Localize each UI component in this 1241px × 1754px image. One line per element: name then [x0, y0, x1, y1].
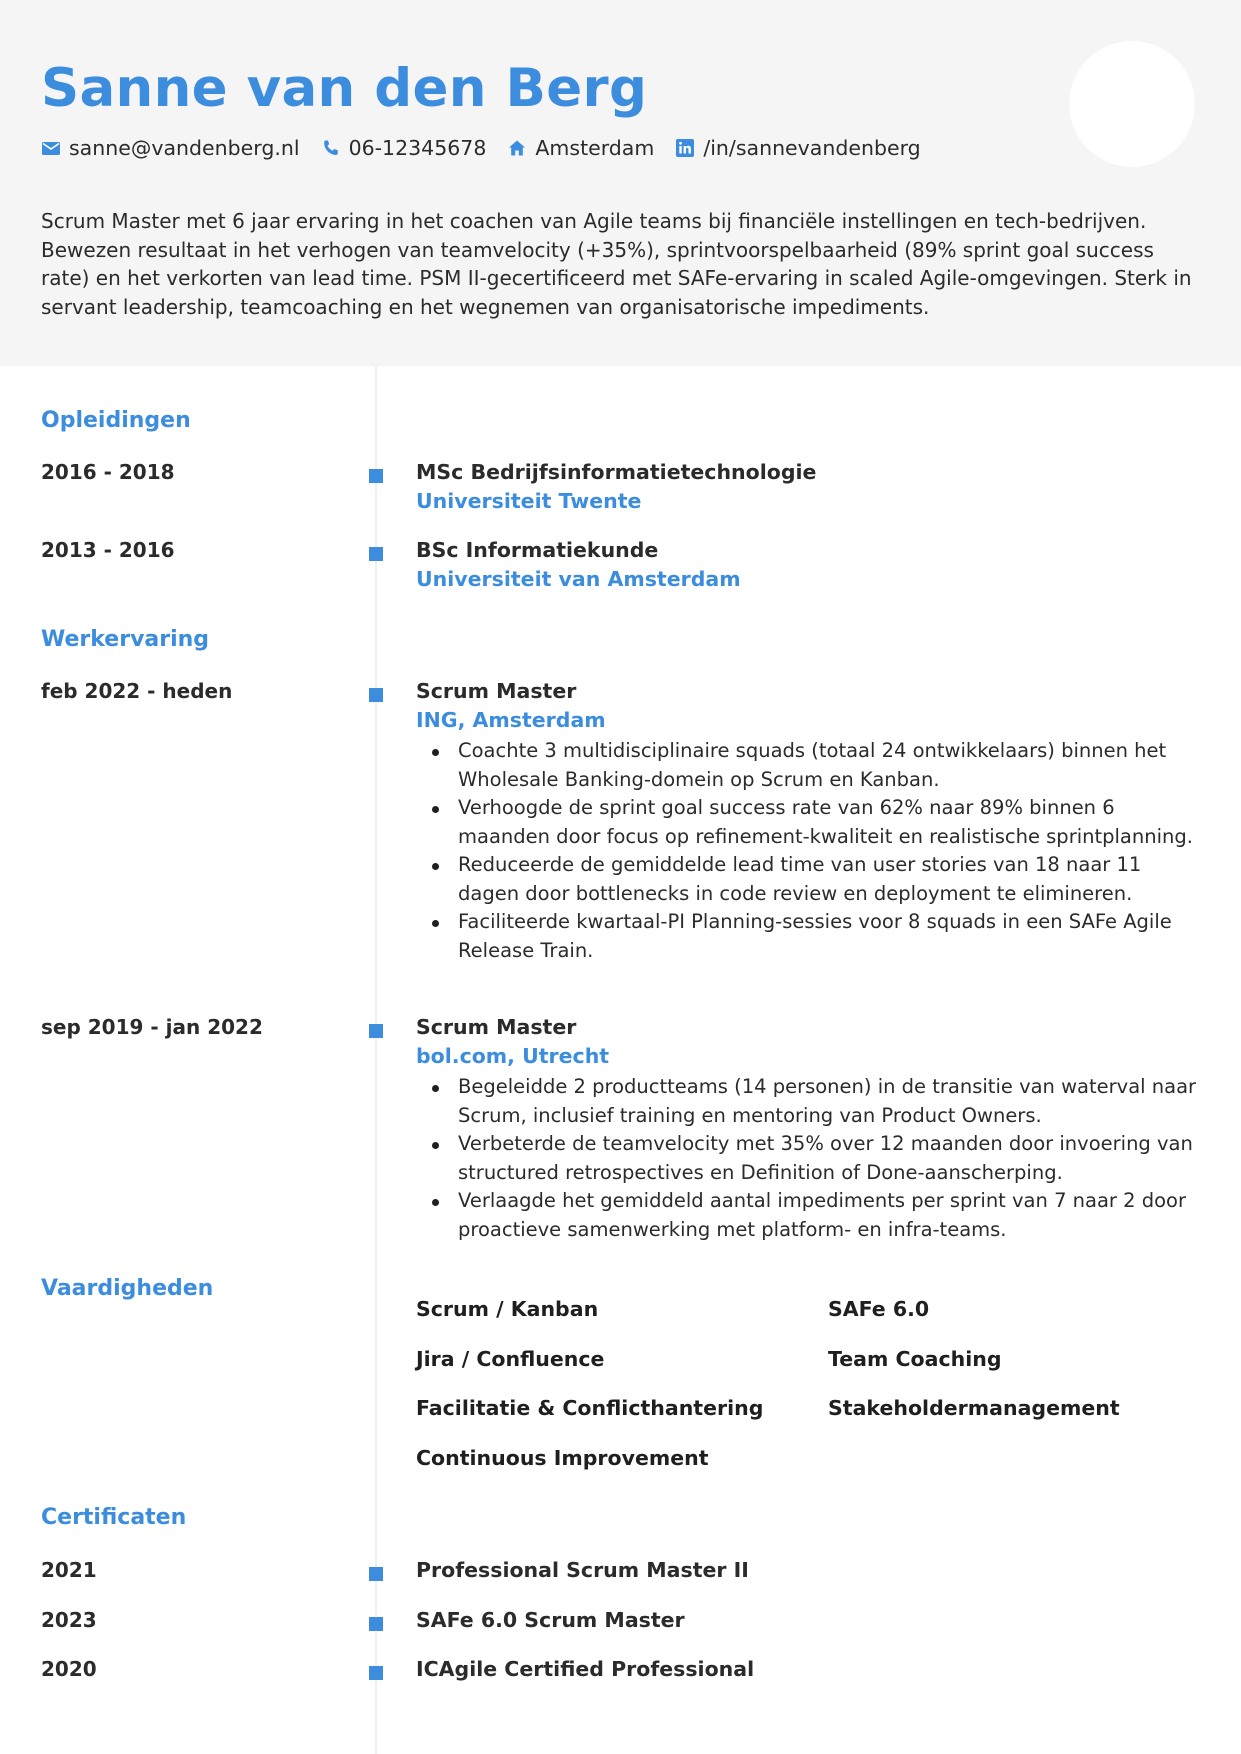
experience-bullet: Faciliteerde kwartaal-PI Planning-sessies voor 8 squads in een SAFe Agile Release Train. — [416, 908, 1206, 965]
education-degree: MSc Bedrijfsinformatietechnologie — [416, 460, 817, 484]
certificate-year: 2021 — [41, 1558, 97, 1582]
experience-bullet-list — [416, 737, 1206, 965]
skill-item: Team Coaching — [828, 1347, 1002, 1371]
experience-date: sep 2019 - jan 2022 — [41, 1015, 263, 1039]
contact-email[interactable] — [41, 136, 300, 160]
education-school: Universiteit Twente — [416, 489, 642, 513]
timeline-marker — [369, 1666, 383, 1680]
experience-date: feb 2022 - heden — [41, 679, 233, 703]
experience-bullet-list — [416, 1073, 1206, 1244]
contact-phone[interactable] — [321, 136, 487, 160]
section-title-experience: Werkervaring — [41, 627, 210, 652]
phone-text: 06-12345678 — [348, 136, 487, 160]
skill-item: Continuous Improvement — [416, 1446, 709, 1470]
candidate-name: Sanne van den Berg — [41, 58, 648, 119]
profile-photo-placeholder — [1069, 41, 1195, 167]
timeline-marker — [369, 547, 383, 561]
experience-bullet: Verlaagde het gemiddeld aantal impediments per sprint van 7 naar 2 door proactieve samenwerking met platform- en infra-teams. — [416, 1187, 1206, 1244]
header-band — [0, 0, 1241, 366]
education-date: 2016 - 2018 — [41, 460, 175, 484]
timeline-marker — [369, 1024, 383, 1038]
certificate-name: SAFe 6.0 Scrum Master — [416, 1608, 685, 1632]
linkedin-icon — [675, 138, 695, 158]
section-title-certificates: Certificaten — [41, 1505, 187, 1530]
location-text: Amsterdam — [535, 136, 655, 160]
certificate-year: 2020 — [41, 1657, 97, 1681]
contact-location — [507, 136, 654, 160]
skill-item: SAFe 6.0 — [828, 1297, 930, 1321]
experience-role: Scrum Master — [416, 1015, 577, 1039]
email-text: sanne@vandenberg.nl — [69, 136, 300, 160]
skill-item: Scrum / Kanban — [416, 1297, 599, 1321]
experience-company: bol.com, Utrecht — [416, 1044, 610, 1068]
experience-bullet: Coachte 3 multidisciplinaire squads (totaal 24 ontwikkelaars) binnen het Wholesale Banking-domein op Scrum en Kanban. — [416, 737, 1206, 794]
experience-company: ING, Amsterdam — [416, 708, 606, 732]
profile-summary: Scrum Master met 6 jaar ervaring in het coachen van Agile teams bij financiële instellingen en tech-bedrijven. Bewezen resultaat in het verhogen van teamvelocity (+35%), sprintvoorspelbaarheid (89% sprint goal success rate) en het verkorten van lead time. PSM II-gecertificeerd met SAFe-ervaring in scaled Agile-omgevingen. Sterk in servant leadership, teamcoaching en het wegnemen van organisatorische impediments. — [41, 209, 1192, 319]
timeline-divider — [375, 366, 377, 1754]
section-title-skills: Vaardigheden — [41, 1276, 214, 1301]
education-school: Universiteit van Amsterdam — [416, 567, 741, 591]
contact-bar — [41, 133, 942, 163]
certificate-name: Professional Scrum Master II — [416, 1558, 749, 1582]
timeline-marker — [369, 1617, 383, 1631]
timeline-marker — [369, 469, 383, 483]
timeline-marker — [369, 688, 383, 702]
timeline-marker — [369, 1567, 383, 1581]
section-title-education: Opleidingen — [41, 408, 191, 433]
contact-linkedin[interactable] — [675, 136, 920, 160]
skill-item: Facilitatie & Conflicthantering — [416, 1396, 764, 1420]
skill-item: Jira / Confluence — [416, 1347, 605, 1371]
home-icon — [507, 138, 527, 158]
experience-role: Scrum Master — [416, 679, 577, 703]
experience-bullet: Reduceerde de gemiddelde lead time van user stories van 18 naar 11 dagen door bottlenecks in code review en deployment te elimineren. — [416, 851, 1206, 908]
envelope-icon — [41, 138, 61, 158]
education-date: 2013 - 2016 — [41, 538, 175, 562]
skill-item: Stakeholdermanagement — [828, 1396, 1120, 1420]
experience-bullet: Verhoogde de sprint goal success rate van 62% naar 89% binnen 6 maanden door focus op refinement-kwaliteit en realistische sprintplanning. — [416, 794, 1206, 851]
phone-icon — [321, 138, 341, 158]
experience-bullet: Verbeterde de teamvelocity met 35% over 12 maanden door invoering van structured retrospectives en Definition of Done-aanscherping. — [416, 1130, 1206, 1187]
education-degree: BSc Informatiekunde — [416, 538, 659, 562]
linkedin-text: /in/sannevandenberg — [703, 136, 921, 160]
certificate-name: ICAgile Certified Professional — [416, 1657, 755, 1681]
experience-bullet: Begeleidde 2 productteams (14 personen) in de transitie van waterval naar Scrum, inclusief training en mentoring van Product Owners. — [416, 1073, 1206, 1130]
certificate-year: 2023 — [41, 1608, 97, 1632]
